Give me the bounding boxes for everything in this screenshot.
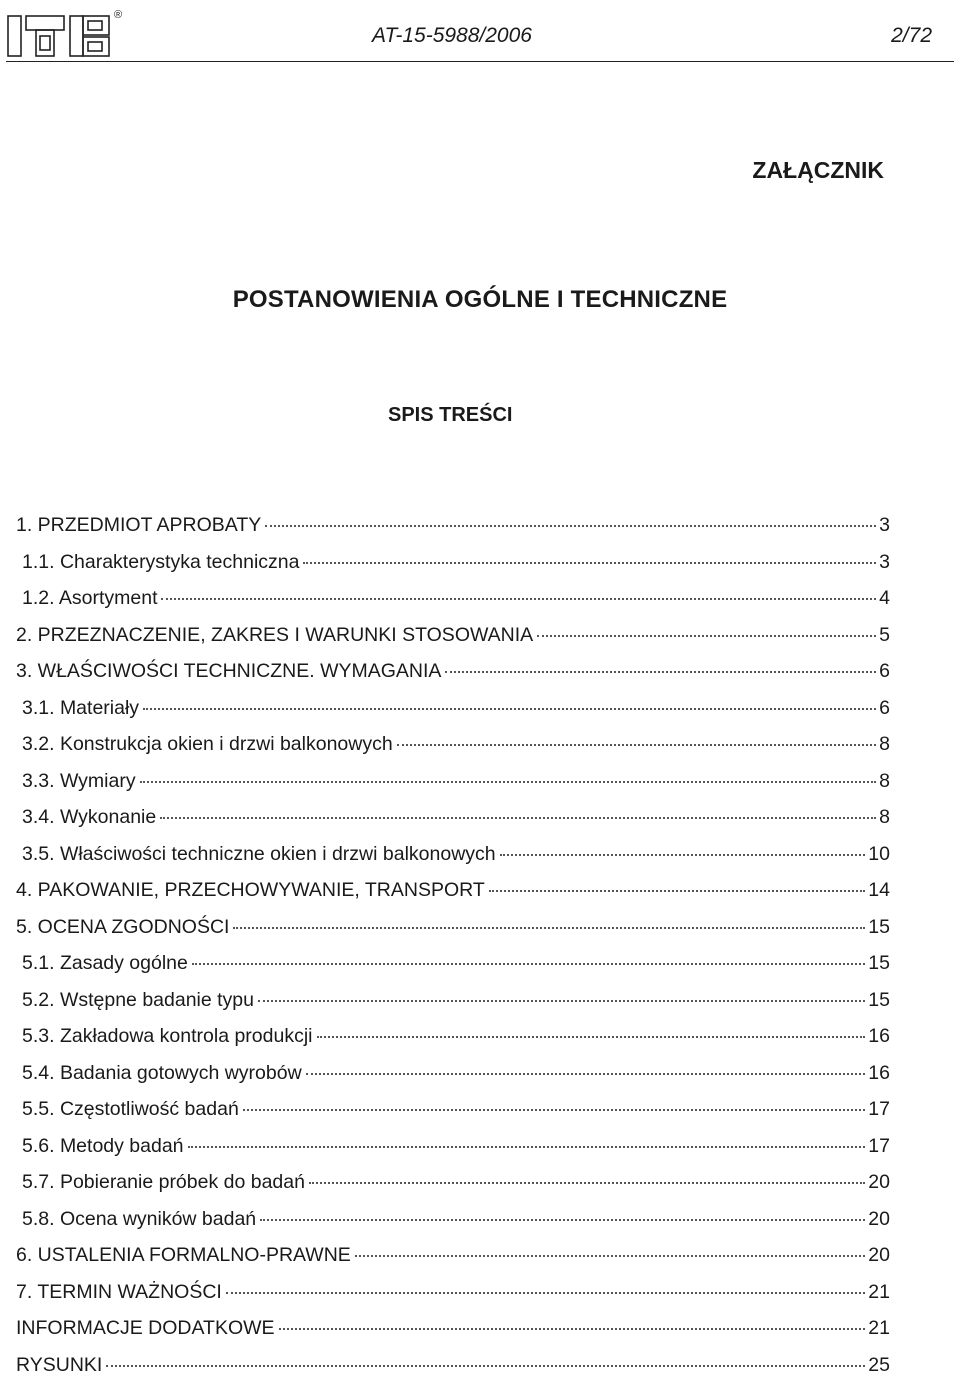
- itb-logo: [6, 6, 124, 58]
- toc-entry[interactable]: [16, 843, 890, 880]
- toc-entry-page: 20: [868, 1244, 890, 1267]
- toc-entry[interactable]: [16, 806, 890, 843]
- annex-heading: ZAŁĄCZNIK: [752, 157, 884, 184]
- toc-dot-leader: [260, 1219, 865, 1221]
- toc-entry[interactable]: [16, 1281, 890, 1318]
- toc-entry-label: 3.2. Konstrukcja okien i drzwi balkonowych: [16, 733, 393, 756]
- toc-entry-page: 17: [868, 1135, 890, 1158]
- toc-dot-leader: [500, 854, 866, 856]
- toc-dot-leader: [306, 1073, 866, 1075]
- toc-entry-page: 6: [879, 697, 890, 720]
- toc-entry-label: 5.2. Wstępne badanie typu: [16, 989, 254, 1012]
- table-of-contents: [16, 514, 890, 1390]
- document-code: AT-15-5988/2006: [372, 24, 532, 48]
- toc-entry[interactable]: [16, 514, 890, 551]
- toc-entry[interactable]: [16, 733, 890, 770]
- toc-dot-leader: [226, 1292, 865, 1294]
- toc-entry-page: 15: [868, 952, 890, 975]
- toc-entry-page: 3: [879, 551, 890, 574]
- toc-entry[interactable]: [16, 1171, 890, 1208]
- toc-dot-leader: [106, 1365, 865, 1367]
- toc-entry-label: 2. PRZEZNACZENIE, ZAKRES I WARUNKI STOSOWANIA: [16, 624, 533, 647]
- header-rule: [6, 61, 954, 62]
- toc-entry[interactable]: [16, 1244, 890, 1281]
- toc-entry-label: 5.6. Metody badań: [16, 1135, 184, 1158]
- toc-entry-page: 6: [879, 660, 890, 683]
- toc-entry-page: 5: [879, 624, 890, 647]
- toc-entry-label: 3. WŁAŚCIWOŚCI TECHNICZNE. WYMAGANIA: [16, 660, 441, 683]
- toc-dot-leader: [160, 817, 876, 819]
- toc-entry-label: 1.2. Asortyment: [16, 587, 157, 610]
- toc-dot-leader: [397, 744, 876, 746]
- toc-entry[interactable]: [16, 879, 890, 916]
- toc-dot-leader: [445, 671, 876, 673]
- toc-entry-page: 20: [868, 1208, 890, 1231]
- toc-entry[interactable]: [16, 697, 890, 734]
- page-title: POSTANOWIENIA OGÓLNE I TECHNICZNE: [0, 286, 960, 314]
- toc-entry-label: 5.3. Zakładowa kontrola produkcji: [16, 1025, 313, 1048]
- toc-entry[interactable]: [16, 1354, 890, 1390]
- toc-dot-leader: [140, 781, 877, 783]
- toc-entry-label: 5.8. Ocena wyników badań: [16, 1208, 256, 1231]
- toc-entry-label: RYSUNKI: [16, 1354, 102, 1377]
- toc-entry[interactable]: [16, 952, 890, 989]
- toc-dot-leader: [303, 562, 876, 564]
- registered-mark: ®: [114, 9, 122, 21]
- toc-entry[interactable]: [16, 1135, 890, 1172]
- toc-entry[interactable]: [16, 1098, 890, 1135]
- toc-entry-page: 21: [868, 1281, 890, 1304]
- toc-entry-label: 3.3. Wymiary: [16, 770, 136, 793]
- toc-dot-leader: [161, 598, 876, 600]
- toc-entry-page: 16: [868, 1025, 890, 1048]
- toc-entry-page: 20: [868, 1171, 890, 1194]
- toc-dot-leader: [143, 708, 876, 710]
- toc-entry-page: 16: [868, 1062, 890, 1085]
- toc-entry-page: 15: [868, 989, 890, 1012]
- toc-dot-leader: [188, 1146, 866, 1148]
- toc-entry[interactable]: [16, 624, 890, 661]
- toc-entry-page: 14: [868, 879, 890, 902]
- toc-entry-label: 4. PAKOWANIE, PRZECHOWYWANIE, TRANSPORT: [16, 879, 485, 902]
- toc-entry-label: 5.7. Pobieranie próbek do badań: [16, 1171, 305, 1194]
- toc-entry[interactable]: [16, 587, 890, 624]
- toc-dot-leader: [233, 927, 865, 929]
- toc-entry[interactable]: [16, 1025, 890, 1062]
- toc-dot-leader: [265, 525, 876, 527]
- toc-dot-leader: [317, 1036, 866, 1038]
- toc-entry[interactable]: [16, 1208, 890, 1245]
- toc-entry-label: 3.5. Właściwości techniczne okien i drzwi balkonowych: [16, 843, 496, 866]
- toc-entry-page: 8: [879, 770, 890, 793]
- toc-entry-label: INFORMACJE DODATKOWE: [16, 1317, 275, 1340]
- toc-entry[interactable]: [16, 660, 890, 697]
- toc-entry-label: 1. PRZEDMIOT APROBATY: [16, 514, 261, 537]
- page-number: 2/72: [891, 24, 932, 48]
- toc-entry-page: 17: [868, 1098, 890, 1121]
- toc-dot-leader: [355, 1255, 865, 1257]
- toc-entry-page: 15: [868, 916, 890, 939]
- toc-entry[interactable]: [16, 1317, 890, 1354]
- toc-dot-leader: [192, 963, 865, 965]
- toc-entry-label: 5.5. Częstotliwość badań: [16, 1098, 239, 1121]
- toc-dot-leader: [489, 890, 866, 892]
- toc-entry-label: 5.1. Zasady ogólne: [16, 952, 188, 975]
- toc-entry-page: 10: [868, 843, 890, 866]
- toc-dot-leader: [243, 1109, 866, 1111]
- toc-entry-label: 1.1. Charakterystyka techniczna: [16, 551, 299, 574]
- toc-heading: SPIS TREŚCI: [388, 404, 512, 427]
- toc-dot-leader: [309, 1182, 865, 1184]
- toc-dot-leader: [537, 635, 876, 637]
- toc-entry[interactable]: [16, 989, 890, 1026]
- toc-entry-label: 3.1. Materiały: [16, 697, 139, 720]
- toc-dot-leader: [279, 1328, 866, 1330]
- toc-entry[interactable]: [16, 1062, 890, 1099]
- toc-entry[interactable]: [16, 916, 890, 953]
- toc-entry[interactable]: [16, 770, 890, 807]
- toc-entry-page: 3: [879, 514, 890, 537]
- toc-entry-page: 4: [879, 587, 890, 610]
- toc-entry-page: 8: [879, 733, 890, 756]
- toc-entry-page: 21: [868, 1317, 890, 1340]
- toc-entry-label: 5. OCENA ZGODNOŚCI: [16, 916, 229, 939]
- toc-dot-leader: [258, 1000, 865, 1002]
- toc-entry-label: 5.4. Badania gotowych wyrobów: [16, 1062, 302, 1085]
- toc-entry[interactable]: [16, 551, 890, 588]
- toc-entry-page: 25: [868, 1354, 890, 1377]
- toc-entry-page: 8: [879, 806, 890, 829]
- toc-entry-label: 6. USTALENIA FORMALNO-PRAWNE: [16, 1244, 351, 1267]
- toc-entry-label: 3.4. Wykonanie: [16, 806, 156, 829]
- toc-entry-label: 7. TERMIN WAŻNOŚCI: [16, 1281, 222, 1304]
